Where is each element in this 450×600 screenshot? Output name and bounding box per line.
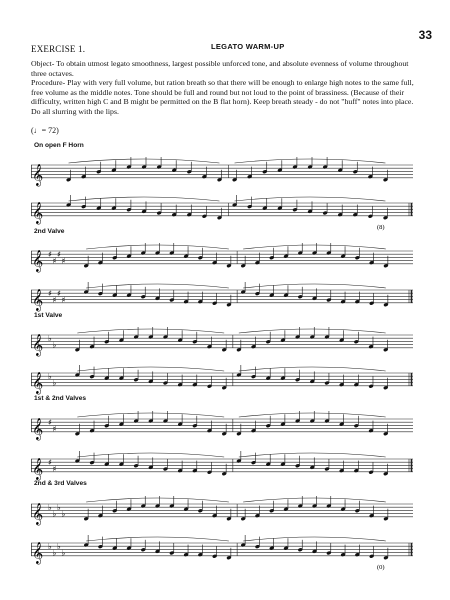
exercise-label: EXERCISE 1.: [31, 44, 86, 54]
svg-text:♭: ♭: [48, 334, 52, 344]
section-label-2nd-3rd-valves: 2nd & 3rd Valves: [34, 480, 87, 487]
staff: [31, 534, 413, 571]
svg-text:♯: ♯: [48, 418, 52, 428]
svg-text:♯: ♯: [52, 256, 57, 266]
svg-text:♯: ♯: [61, 295, 66, 305]
staff: [31, 495, 413, 525]
page-number: 33: [418, 28, 432, 42]
svg-text:♭: ♭: [52, 378, 57, 388]
staff: [31, 156, 413, 186]
svg-text:𝄞: 𝄞: [32, 541, 44, 564]
staff: [31, 326, 413, 356]
svg-text:♯: ♯: [52, 295, 57, 305]
object-paragraph: Object- To obtain utmost legato smoothness, largest possible unforced tone, and absolute evenness of volume throughout three octaves.: [31, 59, 409, 78]
svg-text:♭: ♭: [48, 542, 52, 552]
svg-text:♭: ♭: [52, 509, 57, 519]
svg-text:♭: ♭: [61, 548, 66, 558]
page-title: LEGATO WARM-UP: [211, 42, 285, 51]
svg-text:𝄞: 𝄞: [32, 502, 44, 525]
staff: [31, 364, 413, 394]
svg-text:𝄞: 𝄞: [32, 201, 44, 224]
staff-notation: [31, 194, 413, 232]
final-note-marking: (8): [377, 223, 385, 231]
svg-text:♯: ♯: [57, 250, 61, 260]
svg-text:♯: ♯: [52, 464, 57, 474]
staff-notation: [31, 281, 413, 319]
procedure-paragraph: Procedure- Play with very full volume, but ration breath so that there will be enough to enlarge high notes to the same full, free volume as the middle notes. Tone should be full and round but not loud to the point of brassiness. (Because of their difficulty, written high C and B might be permitted on the B flat horn). Keep breath steady - do not "huff" notes into place. Do all slurring with the lips.: [31, 78, 414, 116]
svg-text:♭: ♭: [57, 503, 61, 513]
svg-text:♭: ♭: [52, 340, 57, 350]
svg-text:𝄞: 𝄞: [32, 333, 44, 356]
svg-text:♯: ♯: [52, 424, 57, 434]
staff: [31, 410, 413, 440]
svg-text:♯: ♯: [48, 458, 52, 468]
staff-notation: [31, 156, 413, 194]
staff-notation: [31, 410, 413, 448]
staff: [31, 281, 413, 311]
staff: [31, 194, 413, 231]
section-label-1st-2nd-valves: 1st & 2nd Valves: [34, 395, 87, 402]
svg-text:𝄞: 𝄞: [32, 457, 44, 480]
svg-text:𝄞: 𝄞: [32, 288, 44, 311]
section-label-open-f-horn: On open F Horn: [34, 142, 84, 149]
svg-text:𝄞: 𝄞: [32, 417, 44, 440]
section-label-2nd-valve: 2nd Valve: [34, 228, 65, 235]
svg-text:𝄞: 𝄞: [32, 163, 44, 186]
svg-text:𝄞: 𝄞: [32, 371, 44, 394]
svg-text:♭: ♭: [48, 503, 52, 513]
svg-text:♯: ♯: [61, 256, 66, 266]
staff: [31, 242, 413, 272]
staff-notation: [31, 495, 413, 533]
svg-text:♭: ♭: [57, 542, 61, 552]
staff-notation: [31, 242, 413, 280]
svg-text:♭: ♭: [61, 509, 66, 519]
section-label-1st-valve: 1st Valve: [34, 312, 63, 319]
title-row: [31, 42, 431, 56]
staff: [31, 450, 413, 480]
svg-text:𝄞: 𝄞: [32, 249, 44, 272]
svg-text:♯: ♯: [48, 289, 52, 299]
instructions: [31, 59, 416, 117]
svg-text:♭: ♭: [48, 372, 52, 382]
staff-notation: [31, 450, 413, 488]
tempo-marking: (♩= 72): [31, 126, 59, 135]
svg-text:♭: ♭: [52, 548, 57, 558]
staff-notation: [31, 326, 413, 364]
svg-text:♯: ♯: [57, 289, 61, 299]
final-note-marking: (0): [377, 563, 385, 571]
staff-notation: [31, 364, 413, 402]
svg-text:♯: ♯: [48, 250, 52, 260]
staff-notation: [31, 534, 413, 572]
